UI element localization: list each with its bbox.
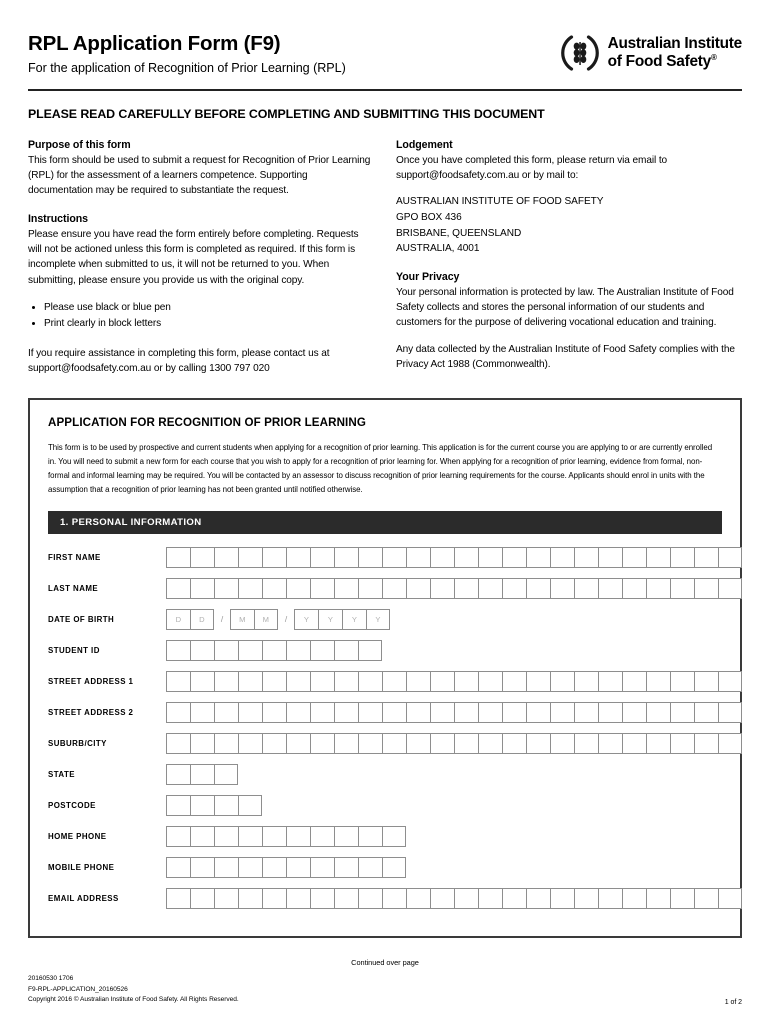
- address-line: AUSTRALIAN INSTITUTE OF FOOD SAFETY: [396, 196, 604, 208]
- input-cell[interactable]: [526, 733, 550, 754]
- field-row: [48, 852, 722, 883]
- input-cell[interactable]: [526, 702, 550, 723]
- input-cell[interactable]: [502, 702, 526, 723]
- instructions-body: Please ensure you have read the form entirely before completing. Requests will not be actioned unless this form is completed as required. If this form is incomplete when submitted to us, it will not be returned to you. When submitting, please ensure you provide us with the original copy.: [28, 228, 359, 286]
- input-cell[interactable]: [454, 733, 478, 754]
- input-cell[interactable]: [646, 547, 670, 568]
- list-item: • Please use black or blue pen: [44, 300, 374, 316]
- input-cell[interactable]: [574, 578, 598, 599]
- input-cell[interactable]: [598, 888, 622, 909]
- input-cell[interactable]: [430, 702, 454, 723]
- title-block: [28, 30, 346, 75]
- input-cell[interactable]: [478, 733, 502, 754]
- input-cell[interactable]: [454, 578, 478, 599]
- input-cell[interactable]: [718, 578, 742, 599]
- input-cell[interactable]: [598, 547, 622, 568]
- left-column: [28, 139, 374, 377]
- input-cell[interactable]: [646, 578, 670, 599]
- field-row: [48, 604, 722, 635]
- input-cell[interactable]: [382, 857, 406, 878]
- input-cell[interactable]: [310, 857, 334, 878]
- field-row: [48, 666, 722, 697]
- input-cell[interactable]: [646, 702, 670, 723]
- input-cell[interactable]: [718, 733, 742, 754]
- dob-year-cell[interactable]: Y: [318, 609, 342, 630]
- page-subtitle: For the application of Recognition of Prior Learning (RPL): [28, 60, 346, 75]
- input-cell[interactable]: [310, 640, 334, 661]
- intro-columns: [28, 139, 742, 377]
- input-cell[interactable]: [262, 578, 286, 599]
- input-cell[interactable]: [574, 888, 598, 909]
- input-cell[interactable]: [190, 764, 214, 785]
- field-label: FIRST NAME: [48, 552, 101, 562]
- input-cell[interactable]: [574, 671, 598, 692]
- dob-day-cell[interactable]: D: [166, 609, 190, 630]
- input-cell[interactable]: [694, 547, 718, 568]
- dob-month-group[interactable]: [230, 609, 278, 630]
- input-cell[interactable]: [454, 671, 478, 692]
- input-cell[interactable]: [478, 702, 502, 723]
- input-cell[interactable]: [238, 547, 262, 568]
- input-cell[interactable]: [334, 671, 358, 692]
- field-row: [48, 883, 722, 914]
- field-input-date-of-birth[interactable]: [166, 609, 390, 630]
- page-title: RPL Application Form (F9): [28, 32, 281, 55]
- instructions-heading: Instructions: [28, 212, 89, 225]
- input-cell[interactable]: [214, 795, 238, 816]
- input-cell[interactable]: [406, 671, 430, 692]
- right-column: [396, 139, 742, 377]
- input-cell[interactable]: [238, 671, 262, 692]
- input-cell[interactable]: [310, 702, 334, 723]
- input-cell[interactable]: [262, 733, 286, 754]
- dob-year-cell[interactable]: Y: [342, 609, 366, 630]
- input-cell[interactable]: [166, 857, 190, 878]
- input-cell[interactable]: [190, 888, 214, 909]
- input-cell[interactable]: [214, 764, 238, 785]
- input-cell[interactable]: [262, 702, 286, 723]
- input-cell[interactable]: [550, 578, 574, 599]
- input-cell[interactable]: [574, 702, 598, 723]
- brand-logo: [560, 30, 742, 73]
- input-cell[interactable]: [430, 888, 454, 909]
- input-cell[interactable]: [502, 888, 526, 909]
- input-cell[interactable]: [670, 733, 694, 754]
- input-cell[interactable]: [166, 671, 190, 692]
- assistance-text: If you require assistance in completing this form, please contact us at support@foodsafety.com.au or by calling 1300 797 020: [28, 347, 330, 374]
- input-cell[interactable]: [238, 733, 262, 754]
- field-label: STUDENT ID: [48, 645, 100, 655]
- application-blurb: This form is to be used by prospective and current students when applying for a recognition of prior learning. This application is for the current course you are applying to or are currently enrolled in. You will need to submit a new form for each course that you wish to apply for a recognition of prior learning for. When applying for a recognition of prior learning, evidence from formal, non-formal and informal learning may be required. You will be contacted by an assessor to discuss recognition of prior learning requirements for the course. Applicants should enrol in units with the assumption that a recognition of prior learning has not been granted until notified otherwise.: [48, 443, 713, 494]
- input-cell[interactable]: [478, 547, 502, 568]
- input-cell[interactable]: [190, 795, 214, 816]
- field-label: LAST NAME: [48, 583, 99, 593]
- lodgement-heading: Lodgement: [396, 138, 453, 151]
- field-input-last-name[interactable]: [166, 578, 742, 599]
- input-cell[interactable]: [574, 547, 598, 568]
- privacy-body-2: Any data collected by the Australian Institute of Food Safety complies with the Privacy Act 1988 (Commonwealth).: [396, 343, 735, 371]
- input-cell[interactable]: [670, 702, 694, 723]
- input-cell[interactable]: [550, 547, 574, 568]
- input-cell[interactable]: [454, 888, 478, 909]
- input-cell[interactable]: [334, 578, 358, 599]
- input-cell[interactable]: [550, 702, 574, 723]
- input-cell[interactable]: [550, 733, 574, 754]
- input-cell[interactable]: [670, 578, 694, 599]
- input-cell[interactable]: [478, 578, 502, 599]
- input-cell[interactable]: [286, 578, 310, 599]
- input-cell[interactable]: [670, 547, 694, 568]
- input-cell[interactable]: [214, 857, 238, 878]
- brand-line-1: Australian Institute: [607, 35, 742, 53]
- dob-month-cell[interactable]: M: [230, 609, 254, 630]
- input-cell[interactable]: [718, 671, 742, 692]
- field-label: SUBURB/CITY: [48, 738, 107, 748]
- wheat-grain-icon: [560, 33, 600, 73]
- input-cell[interactable]: [574, 733, 598, 754]
- field-input-first-name[interactable]: [166, 547, 742, 568]
- section-header-personal-information: 1. PERSONAL INFORMATION: [48, 511, 722, 534]
- input-cell[interactable]: [622, 578, 646, 599]
- input-cell[interactable]: [238, 578, 262, 599]
- field-input-street-address-2[interactable]: [166, 702, 742, 723]
- input-cell[interactable]: [190, 671, 214, 692]
- input-cell[interactable]: [382, 547, 406, 568]
- input-cell[interactable]: [166, 764, 190, 785]
- input-cell[interactable]: [190, 640, 214, 661]
- input-cell[interactable]: [502, 547, 526, 568]
- application-heading: APPLICATION FOR RECOGNITION OF PRIOR LEARNING: [48, 416, 366, 430]
- input-cell[interactable]: [238, 888, 262, 909]
- input-cell[interactable]: [550, 888, 574, 909]
- input-cell[interactable]: [310, 826, 334, 847]
- dob-year-group[interactable]: [294, 609, 390, 630]
- input-cell[interactable]: [358, 733, 382, 754]
- input-cell[interactable]: [238, 826, 262, 847]
- field-row: [48, 573, 722, 604]
- input-cell[interactable]: [190, 826, 214, 847]
- application-form-box: [28, 398, 742, 937]
- field-input-suburb-city[interactable]: [166, 733, 742, 754]
- input-cell[interactable]: [238, 857, 262, 878]
- input-cell[interactable]: [334, 826, 358, 847]
- input-cell[interactable]: [334, 733, 358, 754]
- field-row: [48, 759, 722, 790]
- input-cell[interactable]: [478, 888, 502, 909]
- input-cell[interactable]: [694, 888, 718, 909]
- document-footer: [28, 974, 742, 1006]
- field-row: [48, 728, 722, 759]
- instruction-bullets: [28, 300, 374, 333]
- input-cell[interactable]: [286, 733, 310, 754]
- input-cell[interactable]: [310, 671, 334, 692]
- input-cell[interactable]: [382, 578, 406, 599]
- input-cell[interactable]: [406, 733, 430, 754]
- field-input-mobile-phone[interactable]: [166, 857, 406, 878]
- input-cell[interactable]: [286, 640, 310, 661]
- dob-day-cell[interactable]: D: [190, 609, 214, 630]
- input-cell[interactable]: [622, 888, 646, 909]
- read-notice: PLEASE READ CAREFULLY BEFORE COMPLETING AND SUBMITTING THIS DOCUMENT: [28, 106, 545, 121]
- input-cell[interactable]: [358, 578, 382, 599]
- input-cell[interactable]: [334, 888, 358, 909]
- brand-line-2: of Food Safety: [607, 53, 711, 71]
- personal-information-fields: [48, 542, 722, 914]
- input-cell[interactable]: [214, 826, 238, 847]
- copyright-text: Copyright 2016 © Australian Institute of Food Safety. All Rights Reserved.: [28, 996, 239, 1004]
- input-cell[interactable]: [670, 671, 694, 692]
- input-cell[interactable]: [214, 702, 238, 723]
- input-cell[interactable]: [166, 826, 190, 847]
- input-cell[interactable]: [406, 888, 430, 909]
- document-header: [28, 0, 742, 75]
- input-cell[interactable]: [238, 640, 262, 661]
- field-label: MOBILE PHONE: [48, 862, 115, 872]
- field-label: HOME PHONE: [48, 831, 107, 841]
- input-cell[interactable]: [166, 795, 190, 816]
- registered-mark: ®: [711, 52, 717, 62]
- page-number: 1 of 2: [724, 999, 742, 1006]
- input-cell[interactable]: [286, 888, 310, 909]
- input-cell[interactable]: [238, 795, 262, 816]
- field-input-student-id[interactable]: [166, 640, 382, 661]
- input-cell[interactable]: [262, 826, 286, 847]
- input-cell[interactable]: [358, 888, 382, 909]
- input-cell[interactable]: [214, 888, 238, 909]
- input-cell[interactable]: [190, 547, 214, 568]
- header-divider: [28, 89, 742, 91]
- input-cell[interactable]: [286, 857, 310, 878]
- list-item: • Print clearly in block letters: [44, 316, 374, 332]
- continued-note: Continued over page: [351, 957, 419, 967]
- input-cell[interactable]: [526, 547, 550, 568]
- input-cell[interactable]: [214, 547, 238, 568]
- input-cell[interactable]: [190, 578, 214, 599]
- input-cell[interactable]: [430, 671, 454, 692]
- input-cell[interactable]: [334, 547, 358, 568]
- input-cell[interactable]: [598, 733, 622, 754]
- input-cell[interactable]: [190, 733, 214, 754]
- input-cell[interactable]: [358, 702, 382, 723]
- input-cell[interactable]: [310, 888, 334, 909]
- field-label: EMAIL ADDRESS: [48, 893, 119, 903]
- footer-meta: [28, 974, 239, 1006]
- input-cell[interactable]: [334, 702, 358, 723]
- address-line: GPO BOX 436: [396, 211, 462, 223]
- field-row: [48, 790, 722, 821]
- input-cell[interactable]: [238, 702, 262, 723]
- doc-code: F9-RPL-APPLICATION_20160526: [28, 985, 128, 993]
- input-cell[interactable]: [166, 547, 190, 568]
- input-cell[interactable]: [694, 733, 718, 754]
- input-cell[interactable]: [166, 578, 190, 599]
- input-cell[interactable]: [334, 640, 358, 661]
- input-cell[interactable]: [358, 671, 382, 692]
- input-cell[interactable]: [262, 671, 286, 692]
- input-cell[interactable]: [310, 547, 334, 568]
- input-cell[interactable]: [382, 733, 406, 754]
- field-label: POSTCODE: [48, 800, 96, 810]
- field-row: [48, 697, 722, 728]
- input-cell[interactable]: [334, 857, 358, 878]
- input-cell[interactable]: [358, 640, 382, 661]
- input-cell[interactable]: [358, 826, 382, 847]
- dob-day-group[interactable]: [166, 609, 214, 630]
- input-cell[interactable]: [166, 702, 190, 723]
- input-cell[interactable]: [310, 578, 334, 599]
- input-cell[interactable]: [430, 733, 454, 754]
- input-cell[interactable]: [382, 826, 406, 847]
- input-cell[interactable]: [598, 702, 622, 723]
- input-cell[interactable]: [502, 578, 526, 599]
- input-cell[interactable]: [262, 888, 286, 909]
- input-cell[interactable]: [622, 733, 646, 754]
- dob-separator: /: [220, 614, 224, 625]
- input-cell[interactable]: [526, 578, 550, 599]
- input-cell[interactable]: [310, 733, 334, 754]
- field-row: [48, 821, 722, 852]
- field-label: STREET ADDRESS 2: [48, 707, 134, 717]
- field-input-street-address-1[interactable]: [166, 671, 742, 692]
- postal-address: [396, 194, 742, 257]
- input-cell[interactable]: [478, 671, 502, 692]
- input-cell[interactable]: [526, 671, 550, 692]
- input-cell[interactable]: [406, 547, 430, 568]
- input-cell[interactable]: [502, 733, 526, 754]
- field-row: [48, 542, 722, 573]
- input-cell[interactable]: [190, 857, 214, 878]
- input-cell[interactable]: [382, 888, 406, 909]
- input-cell[interactable]: [646, 671, 670, 692]
- input-cell[interactable]: [694, 578, 718, 599]
- input-cell[interactable]: [286, 671, 310, 692]
- input-cell[interactable]: [622, 702, 646, 723]
- input-cell[interactable]: [286, 702, 310, 723]
- input-cell[interactable]: [262, 857, 286, 878]
- input-cell[interactable]: [718, 888, 742, 909]
- input-cell[interactable]: [166, 888, 190, 909]
- input-cell[interactable]: [718, 702, 742, 723]
- privacy-heading: Your Privacy: [396, 270, 460, 283]
- field-input-postcode[interactable]: [166, 795, 262, 816]
- input-cell[interactable]: [454, 702, 478, 723]
- input-cell[interactable]: [190, 702, 214, 723]
- input-cell[interactable]: [430, 578, 454, 599]
- input-cell[interactable]: [358, 857, 382, 878]
- input-cell[interactable]: [430, 547, 454, 568]
- input-cell[interactable]: [262, 547, 286, 568]
- input-cell[interactable]: [502, 671, 526, 692]
- input-cell[interactable]: [262, 640, 286, 661]
- input-cell[interactable]: [694, 671, 718, 692]
- input-cell[interactable]: [646, 888, 670, 909]
- input-cell[interactable]: [454, 547, 478, 568]
- purpose-body: This form should be used to submit a request for Recognition of Prior Learning (RPL) for the assessment of a learners competence. Supporting documentation may be required to substantiate the request.: [28, 154, 371, 197]
- input-cell[interactable]: [166, 733, 190, 754]
- dob-year-cell[interactable]: Y: [294, 609, 318, 630]
- dob-year-cell[interactable]: Y: [366, 609, 390, 630]
- input-cell[interactable]: [718, 547, 742, 568]
- input-cell[interactable]: [286, 826, 310, 847]
- input-cell[interactable]: [670, 888, 694, 909]
- field-input-state[interactable]: [166, 764, 238, 785]
- input-cell[interactable]: [358, 547, 382, 568]
- input-cell[interactable]: [646, 733, 670, 754]
- input-cell[interactable]: [382, 702, 406, 723]
- privacy-body-1: Your personal information is protected by law. The Australian Institute of Food Safety collects and stores the personal information of our students and customers for the purpose of delivering vocational education and training.: [396, 286, 734, 329]
- field-label: STREET ADDRESS 1: [48, 676, 134, 686]
- field-label: STATE: [48, 769, 75, 779]
- input-cell[interactable]: [694, 702, 718, 723]
- input-cell[interactable]: [622, 547, 646, 568]
- dob-separator: /: [284, 614, 288, 625]
- input-cell[interactable]: [526, 888, 550, 909]
- input-cell[interactable]: [166, 640, 190, 661]
- input-cell[interactable]: [382, 671, 406, 692]
- input-cell[interactable]: [214, 578, 238, 599]
- address-line: AUSTRALIA, 4001: [396, 243, 480, 255]
- field-input-email-address[interactable]: [166, 888, 742, 909]
- input-cell[interactable]: [214, 640, 238, 661]
- input-cell[interactable]: [214, 671, 238, 692]
- purpose-heading: Purpose of this form: [28, 138, 131, 151]
- brand-name: [608, 35, 742, 71]
- address-line: BRISBANE, QUEENSLAND: [396, 227, 522, 239]
- input-cell[interactable]: [598, 578, 622, 599]
- input-cell[interactable]: [214, 733, 238, 754]
- input-cell[interactable]: [598, 671, 622, 692]
- field-label: DATE OF BIRTH: [48, 614, 115, 624]
- doc-timestamp: 20160530 1706: [28, 974, 74, 982]
- input-cell[interactable]: [286, 547, 310, 568]
- field-input-home-phone[interactable]: [166, 826, 406, 847]
- input-cell[interactable]: [406, 702, 430, 723]
- field-row: [48, 635, 722, 666]
- input-cell[interactable]: [550, 671, 574, 692]
- dob-month-cell[interactable]: M: [254, 609, 278, 630]
- input-cell[interactable]: [406, 578, 430, 599]
- lodgement-body: Once you have completed this form, please return via email to support@foodsafety.com.au or by mail to:: [396, 154, 668, 181]
- input-cell[interactable]: [622, 671, 646, 692]
